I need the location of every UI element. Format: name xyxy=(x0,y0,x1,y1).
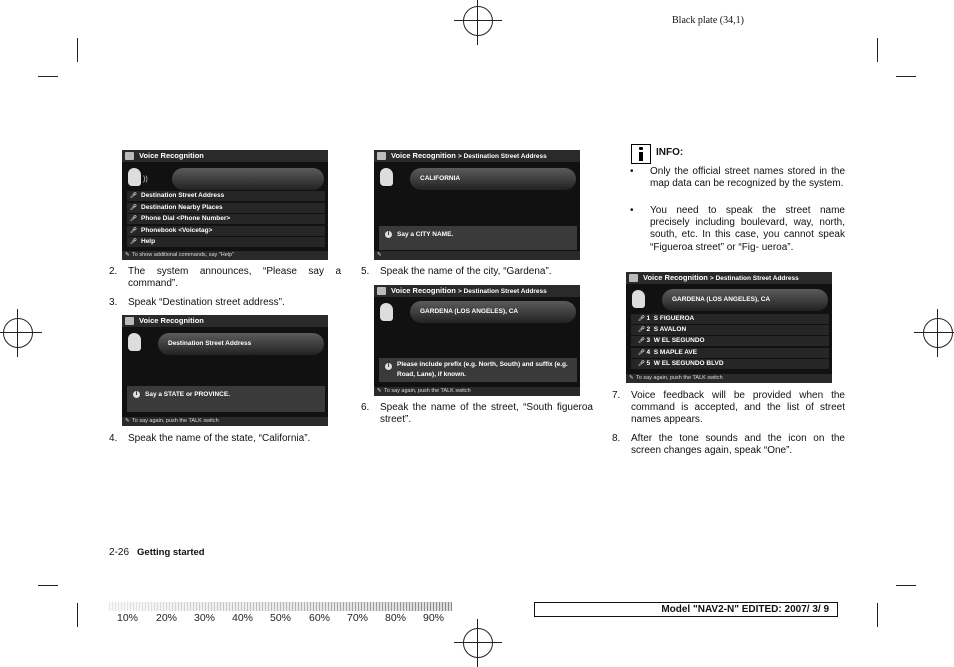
section-title: Getting started xyxy=(137,547,205,558)
scale-label: 70% xyxy=(347,612,369,624)
scale-label: 90% xyxy=(423,612,445,624)
scale-label: 80% xyxy=(385,612,407,624)
info-bullet-2: • You need to speak the street name precisely including boulevard, way, north, south, etc. In this case, you cannot speak “Figueroa street” or “Fig- ueroa”. xyxy=(630,205,845,253)
voice-recognition-screen-3 xyxy=(374,150,580,260)
microphone-icon: ✎ xyxy=(377,388,382,394)
gray-scale-bar xyxy=(109,602,452,611)
step-3: 3. Speak “Destination street address”. xyxy=(109,297,285,308)
step-8: 8. After the tone sounds and the icon on the screen changes again, speak “One”. xyxy=(612,433,845,457)
info-icon: i xyxy=(133,391,140,398)
crop-mark xyxy=(38,76,58,77)
microphone-icon: 🎤︎ xyxy=(130,216,137,222)
list-item[interactable]: 🎤︎ 1 S FIGUEROA xyxy=(631,314,829,324)
microphone-icon: 🎤︎ xyxy=(130,205,137,211)
screen-title-bar xyxy=(374,150,580,162)
voice-recognition-screen-2 xyxy=(122,315,328,426)
menu-item-phonebook[interactable]: 🎤︎ Phonebook <Voicetag> xyxy=(127,226,325,236)
screen-title-bar xyxy=(122,315,328,327)
prompt-message: i Say a CITY NAME. xyxy=(379,226,577,250)
voice-recognition-screen-1 xyxy=(122,150,328,260)
list-item[interactable]: 🎤︎ 3 W EL SEGUNDO xyxy=(631,336,829,346)
page-footer xyxy=(109,547,205,558)
screen-title: Voice Recognition xyxy=(391,151,456,160)
speaking-head-icon: )) xyxy=(128,168,144,190)
plate-label: Black plate (34,1) xyxy=(672,15,744,26)
microphone-icon: 🎤︎ xyxy=(130,228,137,234)
recognition-pill xyxy=(172,168,324,190)
crop-mark xyxy=(38,585,58,586)
status-bar xyxy=(374,251,580,260)
prompt-message: i Please include prefix (e.g. North, South) and suffix (e.g. Road, Lane), if known. xyxy=(379,358,577,382)
speaking-head-icon xyxy=(380,303,396,325)
scale-label: 50% xyxy=(270,612,292,624)
voice-recognition-icon xyxy=(629,274,638,282)
crop-mark xyxy=(896,76,916,77)
screen-subtitle: > Destination Street Address xyxy=(709,275,799,282)
screen-title: Voice Recognition xyxy=(643,273,708,282)
microphone-icon: 🎤︎ xyxy=(130,239,137,245)
status-bar: ✎ To say again, push the TALK switch xyxy=(374,387,580,396)
microphone-icon: ✎ xyxy=(629,375,634,381)
page-number: 2-26 xyxy=(109,547,130,558)
voice-recognition-icon xyxy=(125,152,134,160)
list-item[interactable]: 🎤︎ 2 S AVALON xyxy=(631,325,829,335)
list-item[interactable]: 🎤︎ 4 S MAPLE AVE xyxy=(631,348,829,358)
crop-mark xyxy=(877,603,878,627)
status-bar: ✎ To show additional commands, say "Help" xyxy=(122,251,328,260)
screen-title-bar xyxy=(122,150,328,162)
voice-recognition-icon xyxy=(377,287,386,295)
registration-mark xyxy=(923,318,953,348)
screen-subtitle: > Destination Street Address xyxy=(457,153,547,160)
voice-recognition-screen-5 xyxy=(626,272,832,383)
scale-label: 20% xyxy=(156,612,178,624)
microphone-icon: 🎤︎ xyxy=(638,361,647,367)
menu-item-phone-dial[interactable]: 🎤︎ Phone Dial <Phone Number> xyxy=(127,214,325,224)
microphone-icon: 🎤︎ xyxy=(638,316,647,322)
info-label: INFO: xyxy=(656,147,684,158)
info-bullet-1: • Only the official street names stored in the map data can be recognized by the system. xyxy=(630,166,845,190)
speaking-head-icon xyxy=(380,168,396,190)
microphone-icon: 🎤︎ xyxy=(638,338,647,344)
registration-mark xyxy=(463,628,493,658)
recognition-pill: GARDENA (LOS ANGELES), CA xyxy=(662,289,828,311)
microphone-icon: 🎤︎ xyxy=(638,327,647,333)
microphone-icon: ✎ xyxy=(125,418,130,424)
screen-title: Voice Recognition xyxy=(391,286,456,295)
step-6: 6. Speak the name of the street, “South figueroa street”. xyxy=(361,402,593,426)
crop-mark xyxy=(77,603,78,627)
crop-mark xyxy=(877,38,878,62)
menu-item-help[interactable]: 🎤︎ Help xyxy=(127,237,325,247)
registration-mark xyxy=(463,6,493,36)
list-item[interactable]: 🎤︎ 5 W EL SEGUNDO BLVD xyxy=(631,359,829,369)
voice-recognition-screen-4 xyxy=(374,285,580,396)
screen-title: Voice Recognition xyxy=(139,316,204,325)
crop-mark xyxy=(896,585,916,586)
scale-label: 30% xyxy=(194,612,216,624)
status-bar: ✎ To say again, push the TALK switch xyxy=(122,417,328,426)
voice-recognition-icon xyxy=(125,317,134,325)
info-icon xyxy=(631,144,651,164)
recognition-pill: CALIFORNIA xyxy=(410,168,576,190)
info-icon: i xyxy=(385,363,392,370)
menu-item-destination-street-address[interactable]: 🎤︎ Destination Street Address xyxy=(127,191,325,201)
screen-title-bar xyxy=(374,285,580,297)
scale-label: 40% xyxy=(232,612,254,624)
speaking-head-icon xyxy=(632,290,648,312)
scale-label: 60% xyxy=(309,612,331,624)
microphone-icon: 🎤︎ xyxy=(638,350,647,356)
microphone-icon: ✎ xyxy=(125,252,130,258)
recognition-pill: Destination Street Address xyxy=(158,333,324,355)
prompt-message: i Say a STATE or PROVINCE. xyxy=(127,386,325,412)
step-7: 7. Voice feedback will be provided when the command is accepted, and the list of street names appears. xyxy=(612,390,845,426)
scale-label: 10% xyxy=(117,612,139,624)
recognition-pill: GARDENA (LOS ANGELES), CA xyxy=(410,301,576,323)
registration-mark xyxy=(3,318,33,348)
model-edit-label: Model "NAV2-N" EDITED: 2007/ 3/ 9 xyxy=(534,602,838,617)
microphone-icon: ✎ xyxy=(377,252,382,258)
screen-title-bar xyxy=(626,272,832,284)
screen-title: Voice Recognition xyxy=(139,151,204,160)
voice-recognition-icon xyxy=(377,152,386,160)
step-4: 4. Speak the name of the state, “California”. xyxy=(109,433,311,444)
info-icon: i xyxy=(385,231,392,238)
crop-mark xyxy=(77,38,78,62)
menu-item-destination-nearby-places[interactable]: 🎤︎ Destination Nearby Places xyxy=(127,203,325,213)
status-bar: ✎ To say again, push the TALK switch xyxy=(626,374,832,383)
step-2: 2. The system announces, “Please say a command”. xyxy=(109,266,341,290)
step-5: 5. Speak the name of the city, “Gardena”. xyxy=(361,266,552,277)
speaking-head-icon xyxy=(128,333,144,355)
microphone-icon: 🎤︎ xyxy=(130,193,137,199)
screen-subtitle: > Destination Street Address xyxy=(457,288,547,295)
